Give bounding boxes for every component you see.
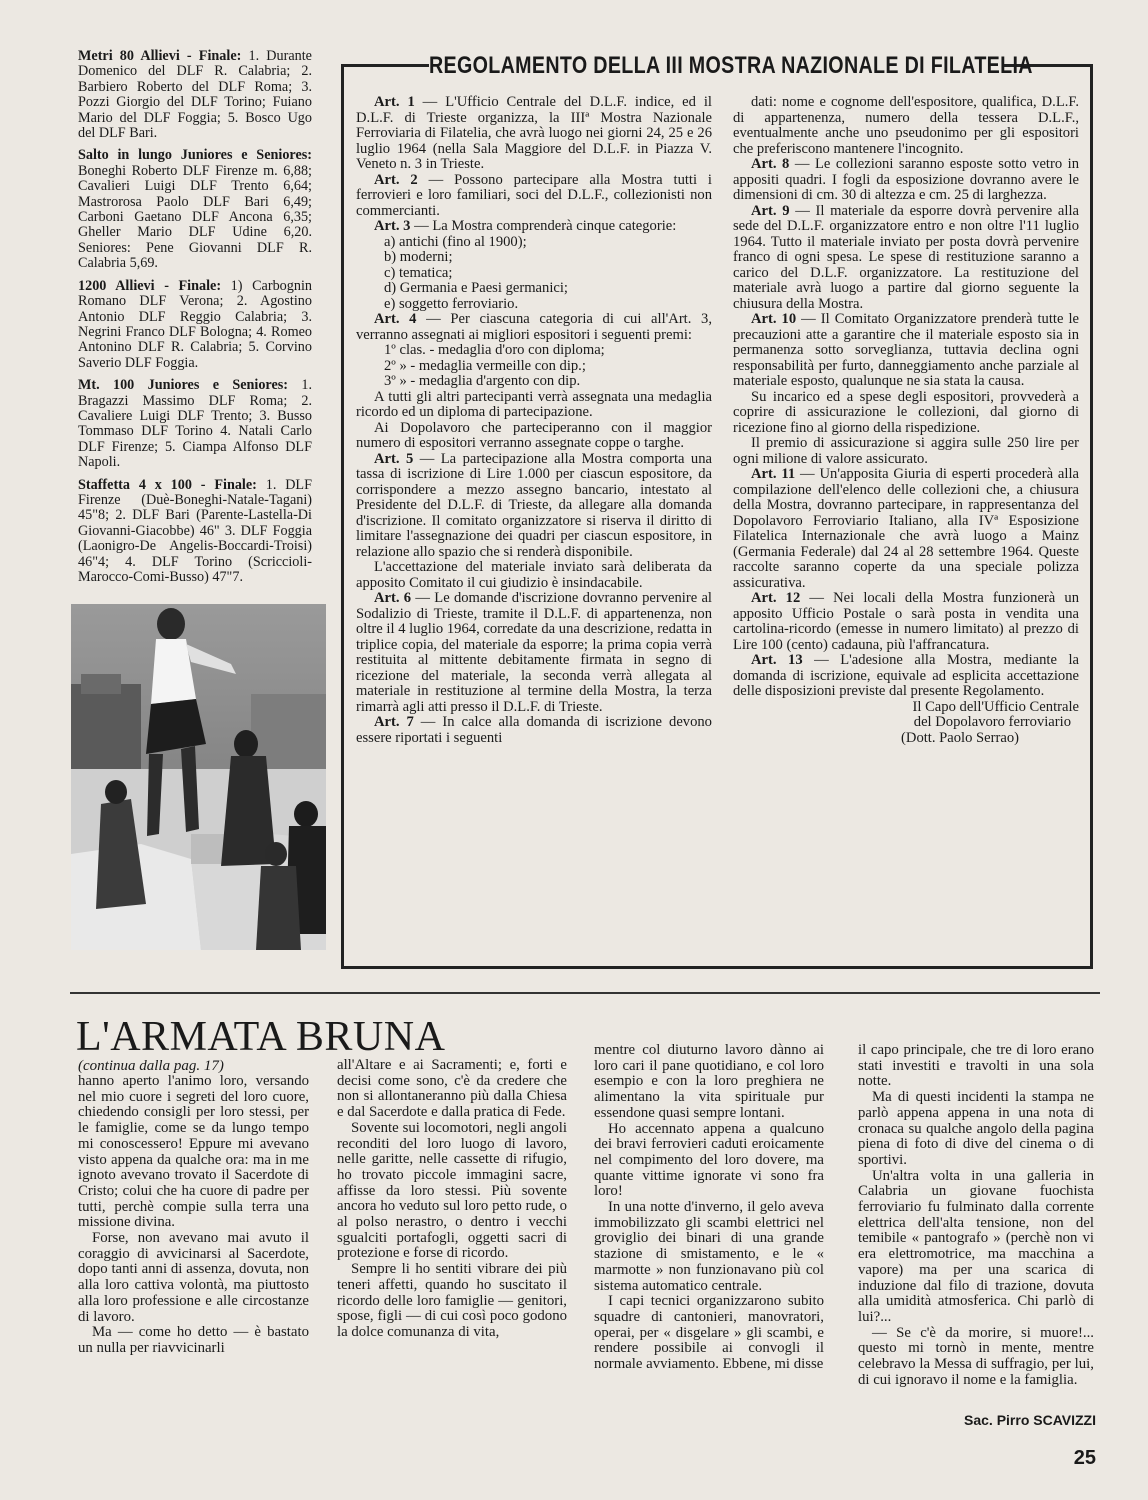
- article-text: — Un'apposita Giuria di esperti procederà alla compilazione dell'elenco delle collezioni che, a chiusura della Mostra, dovranno partecipare, in rappresentanza del Dopolavoro Ferroviario Italiano, alla IVª Esposizione Filatelica Internazionale che avrà luogo a Mainz (Germania Federale) dal 24 al 28 settembre 1964. Queste raccolte saranno coperte da una speciale polizza assicurativa.: [733, 466, 1079, 591]
- article-paragraph: [356, 715, 712, 746]
- result-entry: 1200 Allievi - Finale: 1) Carbognin Romano DLF Verona; 2. Agostino Antonio DLF Reggio Calabria; 3. Negrini Franco DLF Bologna; 4. Romeo Antonino DLF R. Calabria; 5. Corvino Saverio DLF Foggia.: [78, 277, 312, 371]
- page-number: 25: [1073, 1447, 1096, 1469]
- regolamento-right-column: [733, 95, 1079, 746]
- article-text: Ai Dopolavoro che parteciperanno con il maggior numero di espositori verranno assegnate coppe o targhe.: [356, 419, 712, 451]
- article-paragraph: Sempre li ho sentiti vibrare dei più teneri affetti, quando ho suscitato il ricordo delle loro famiglie — genitori, spose, figli — di cui così poco godono la dolce comunanza di vita,: [337, 1261, 567, 1340]
- article-paragraph: Forse, non avevano mai avuto il coraggio di avvicinarsi al Sacerdote, dopo tanti anni di assenza, dovuta, non alla loro cattiva volontà, ma piuttosto alla loro professione e alle circostanze di lavoro.: [78, 1230, 309, 1325]
- category-list-item: 1º clas. - medaglia d'oro con diploma;: [384, 342, 605, 358]
- article-paragraph: [733, 204, 1079, 313]
- article-signature: Sac. Pirro SCAVIZZI: [964, 1412, 1096, 1428]
- article-number: Art. 10: [751, 311, 797, 327]
- article-text: A tutti gli altri partecipanti verrà assegnata una medaglia ricordo ed un diploma di partecipazione.: [356, 388, 712, 420]
- article-paragraph: [356, 421, 712, 452]
- article-paragraph: Sovente sui locomotori, negli angoli reconditi del loro luogo di lavoro, nelle garitte, nelle cassette di rifugio, ho trovato piccole immagini sacre, affisse da loro stessi. Più sovente ancora ho veduto sul loro petto rude, o al polso nerastro, o dentro i vecchi sgualciti portafogli, oggetti sacri di protezione e forse di ricordo.: [337, 1119, 567, 1262]
- article-text: — Le collezioni saranno esposte sotto vetro in appositi quadri. I fogli da esposizione dovranno avere le dimensioni di cm. 30 di altezza e cm. 25 di larghezza.: [733, 156, 1079, 203]
- article-column-4: [858, 1043, 1094, 1388]
- article-paragraph: I capi tecnici organizzarono subito squadre di cantonieri, manovratori, operai, per « disgelare » gli scambi, e rendere possibile ai convogli il normale avviamento. Ebbene, mi disse: [594, 1293, 824, 1373]
- article-paragraph: [733, 390, 1079, 437]
- regolamento-title: REGOLAMENTO DELLA III MOSTRA NAZIONALE DI FILATELIA: [429, 52, 1033, 79]
- article-paragraph: [356, 390, 712, 421]
- article-paragraph: [733, 95, 1079, 157]
- category-list-item: 2º » - medaglia vermeille con dip.;: [384, 357, 586, 374]
- article-text: — Il materiale da esporre dovrà pervenire alla sede del D.L.F. organizzatore entro e non oltre l'11 luglio 1964. Tutto il materiale inviato per posta dovrà pervenire franco di ogni spesa. Le spese di restituzione saranno a carico del D.L.F. organizzatore. La restituzione del materiale avrà luogo a partire dal giorno seguente la chiusura della Mostra.: [733, 202, 1079, 312]
- article-text: Il premio di assicurazione si aggira sulle 250 lire per ogni milione di valore assicurato.: [733, 435, 1079, 467]
- regolamento-signature-line: (Dott. Paolo Serrao): [901, 729, 1019, 746]
- article-number: Art. 12: [751, 590, 801, 606]
- article-text: — Il Comitato Organizzatore prenderà tutte le precauzioni atte a garantire che il materiale esposto sia in permanenza sotto sorveglianza, tuttavia declina ogni responsabilità per furto, danneggiamento anche parziale al materiale esposto, qualunque ne sia stata la causa.: [733, 311, 1079, 389]
- category-list-item: b) moderni;: [384, 249, 453, 265]
- article-paragraph: Un'altra volta in una galleria in Calabria un giovane fuochista ferroviario fu fulminato dalla corrente elettrica dell'alta tensione, non del temibile « pantografo » (perchè non vi era elettromotrice, ma macchina a vapore) ma per una scarica di induzione dal filo di trazione, dovuta alla umidità atmosferica. Chi parlò di lui?...: [858, 1167, 1094, 1325]
- article-text: dati: nome e cognome dell'espositore, qualifica, D.L.F. di appartenenza, numero della tessera D.L.F., eventualmente anche uno pseudonimo per gli espositori che preferiscono mantenere l'incognito.: [733, 94, 1079, 157]
- article-paragraph: [356, 591, 712, 715]
- article-number: Art. 7: [374, 714, 414, 730]
- article-paragraph: [733, 312, 1079, 390]
- photo-image: [71, 604, 326, 950]
- category-list-item: d) Germania e Paesi germanici;: [384, 280, 568, 296]
- article-text: — La Mostra comprenderà cinque categorie:: [410, 218, 677, 234]
- article-paragraph: Ma di questi incidenti la stampa ne parlò appena appena in una nota di cronaca su qualche angolo della pagina piena di foto di dive del cinema o di sportivi.: [858, 1089, 1094, 1168]
- article-text: — La partecipazione alla Mostra comporta una tassa di iscrizione di Lire 1.000 per ciascun espositore, da corrispondere a mezzo assegno bancario, intestato al Presidente del D.L.F. di Trieste, da allegare alla domanda d'iscrizione. Il comitato organizzatore si riserva il diritto di limitare l'assegnazione dei quadri per ciascun espositore, in relazione allo spazio che si renderà disponibile.: [356, 450, 712, 560]
- article-number: Art. 13: [751, 652, 803, 668]
- article-text: — In calce alla domanda di iscrizione devono essere riportati i seguenti: [356, 714, 712, 746]
- regolamento-left-column: [356, 95, 712, 746]
- article-paragraph: [356, 452, 712, 561]
- article-column-2: [337, 1058, 567, 1341]
- result-entry: Metri 80 Allievi - Finale: 1. Durante Domenico del DLF R. Calabria; 2. Barbiero Roberto del DLF Roma; 3. Pozzi Giorgio del DLF Torino; Fuiano Mario del DLF Foggia; 5. Bosco Ugo del DLF Bari.: [78, 48, 312, 142]
- category-list-item: c) tematica;: [384, 264, 453, 281]
- article-text: — Le domande d'iscrizione dovranno pervenire al Sodalizio di Trieste, tramite il D.L.F. di appartenenza, non oltre il 4 luglio 1964, corredate da una descrizione, redatta in triplice copia, del materiale da esporre; la prima copia verrà restituita al mittente debitamente firmata in segno di ricezione del materiale, la seconda verrà allegata al materiale in restituzione al termine della Mostra, la terza rimarrà agli atti presso il D.L.F. di Trieste.: [356, 590, 712, 715]
- article-number: Art. 6: [374, 590, 412, 606]
- article-paragraph: In una notte d'inverno, il gelo aveva immobilizzato gli scambi elettrici nel groviglio dei binari di una grande stazione di smistamento, e le « marmotte » non funzionavano più col sistema automatico centrale.: [594, 1199, 824, 1294]
- regolamento-signature-line: Il Capo dell'Ufficio Centrale: [912, 698, 1079, 715]
- article-paragraph: [733, 653, 1079, 700]
- article-column-3: [594, 1043, 824, 1373]
- article-paragraph: [356, 560, 712, 591]
- article-text: — Per ciascuna categoria di cui all'Art. 3, verranno assegnati ai migliori espositori i seguenti premi:: [356, 311, 712, 343]
- result-entry: Salto in lungo Juniores e Seniores: Boneghi Roberto DLF Firenze m. 6,88; Cavalieri Luigi DLF Trento 6,64; Mastrorosa Paolo DLF Bari 6,49; Carboni Gaetano DLF Ancona 6,35; Gheller Mario DLF Udine 6,20. Seniores: Pene Giovanni DLF R. Calabria 5,69.: [78, 147, 312, 272]
- article-number: Art. 8: [751, 156, 790, 172]
- athletics-podium-photo: [71, 604, 326, 950]
- article-paragraph: [733, 591, 1079, 653]
- article-number: Art. 4: [374, 311, 417, 327]
- article-paragraph: il capo principale, che tre di loro erano stati investiti e travolti in una sola notte.: [858, 1042, 1094, 1090]
- section-divider: [70, 992, 1100, 994]
- article-paragraph: hanno aperto l'animo loro, versando nel mio cuore i segreti del loro cuore, chiedendo consigli per loro stessi, per le famiglie, come se da lungo tempo mi conoscessero! Eppure mi avevano visto appena da qualche ora: ma in me ignoto avevano trovato il Sacerdote di Cristo; colui che ha cuore di padre per tutti, perchè compie sulla terra una missione divina.: [78, 1073, 309, 1231]
- result-entry: Staffetta 4 x 100 - Finale: 1. DLF Firenze (Duè-Boneghi-Natale-Tagani) 45"8; 2. DLF Bari (Parente-Lastella-Di Giovanni-Giacobbe) 46" 3. DLF Foggia (Laonigro-De Angelis-Boccardi-Troisi) 46"4; 4. DLF Torino (Scriccioli-Marocco-Comi-Busso) 47"7.: [78, 476, 312, 585]
- article-number: Art. 2: [374, 171, 418, 188]
- article-paragraph: [356, 173, 712, 220]
- article-paragraph: [733, 436, 1079, 467]
- article-number: Art. 11: [751, 466, 796, 482]
- article-paragraph: [356, 95, 712, 173]
- article-paragraph: [356, 219, 712, 235]
- result-entry: Mt. 100 Juniores e Seniores: 1. Bragazzi Massimo DLF Roma; 2. Cavaliere Luigi DLF Trento; 3. Busso Tommaso DLF Torino 4. Natali Carlo DLF Firenze; 5. Ciampa Alfonso DLF Napoli.: [78, 377, 312, 471]
- article-column-1: [78, 1074, 309, 1357]
- regolamento-signature-line: del Dopolavoro ferroviario: [913, 714, 1071, 730]
- article-paragraph: — Se c'è da morire, si muore!... questo mi tornò in mente, mentre celebravo la Messa di suffragio, per lui, di cui ignoravo il nome e la famiglia.: [858, 1324, 1094, 1388]
- results-column: [78, 49, 312, 592]
- article-paragraph: mentre col diuturno lavoro dànno ai loro cari il pane quotidiano, e col loro esempio e con la loro preghiera ne alimentano la vita spirituale pur essendone quasi sempre lontani.: [594, 1042, 824, 1121]
- article-paragraph: [733, 467, 1079, 591]
- article-number: Art. 5: [374, 450, 414, 467]
- article-headline: L'ARMATA BRUNA: [76, 1014, 446, 1060]
- article-text: — L'adesione alla Mostra, mediante la domanda di iscrizione, equivale ad esplicita accettazione delle disposizioni previste dal presente Regolamento.: [733, 652, 1079, 699]
- article-text: L'accettazione del materiale inviato sarà deliberata da apposito Comitato il cui giudizio è insindacabile.: [356, 559, 712, 591]
- article-paragraph: Ma — come ho detto — è bastato un nulla per riavvicinarli: [78, 1324, 309, 1356]
- article-text: Su incarico ed a spese degli espositori, provvederà a coprire di assicurazione le collezioni, dal giorno di ricezione fino al giorno della rispedizione.: [733, 388, 1079, 436]
- article-number: Art. 9: [751, 202, 790, 219]
- category-list-item: 3º » - medaglia d'argento con dip.: [384, 373, 581, 389]
- article-paragraph: Ho accennato appena a qualcuno dei bravi ferrovieri caduti eroicamente nel compimento del loro dovere, ma quante vittime ignorate vi sono fra loro!: [594, 1120, 824, 1200]
- article-text: — Nei locali della Mostra funzionerà un apposito Ufficio Postale o sarà posta in vendita una cartolina-ricordo (emesse in numero limitato) al prezzo di Lire 100 (cento) cadauna, più l'affrancatura.: [733, 590, 1079, 653]
- category-list-item: a) antichi (fino al 1900);: [384, 233, 527, 250]
- article-paragraph: [356, 312, 712, 343]
- continued-note: (continua dalla pag. 17): [78, 1058, 224, 1074]
- article-paragraph: all'Altare e ai Sacramenti; e, forti e decisi come sono, c'è da credere che non si allontaneranno più dalla Chiesa e dal Sacerdote e dalla pratica di Fede.: [337, 1057, 567, 1121]
- article-paragraph: [733, 157, 1079, 204]
- article-number: Art. 1: [374, 94, 415, 110]
- article-number: Art. 3: [374, 218, 411, 234]
- category-list-item: e) soggetto ferroviario.: [384, 295, 519, 312]
- article-text: — L'Ufficio Centrale del D.L.F. indice, ed il D.L.F. di Trieste organizza, la IIIª Mostra Nazionale Ferroviaria di Filatelia, che avrà luogo nei giorni 24, 25 e 26 luglio 1964 (nella Sala Maggiore del D.L.F. in Piazza V. Veneto n. 3 in Trieste.: [356, 94, 712, 172]
- article-text: — Possono partecipare alla Mostra tutti i ferrovieri e loro familiari, soci del D.L.F., collezionisti non commercianti.: [356, 171, 712, 219]
